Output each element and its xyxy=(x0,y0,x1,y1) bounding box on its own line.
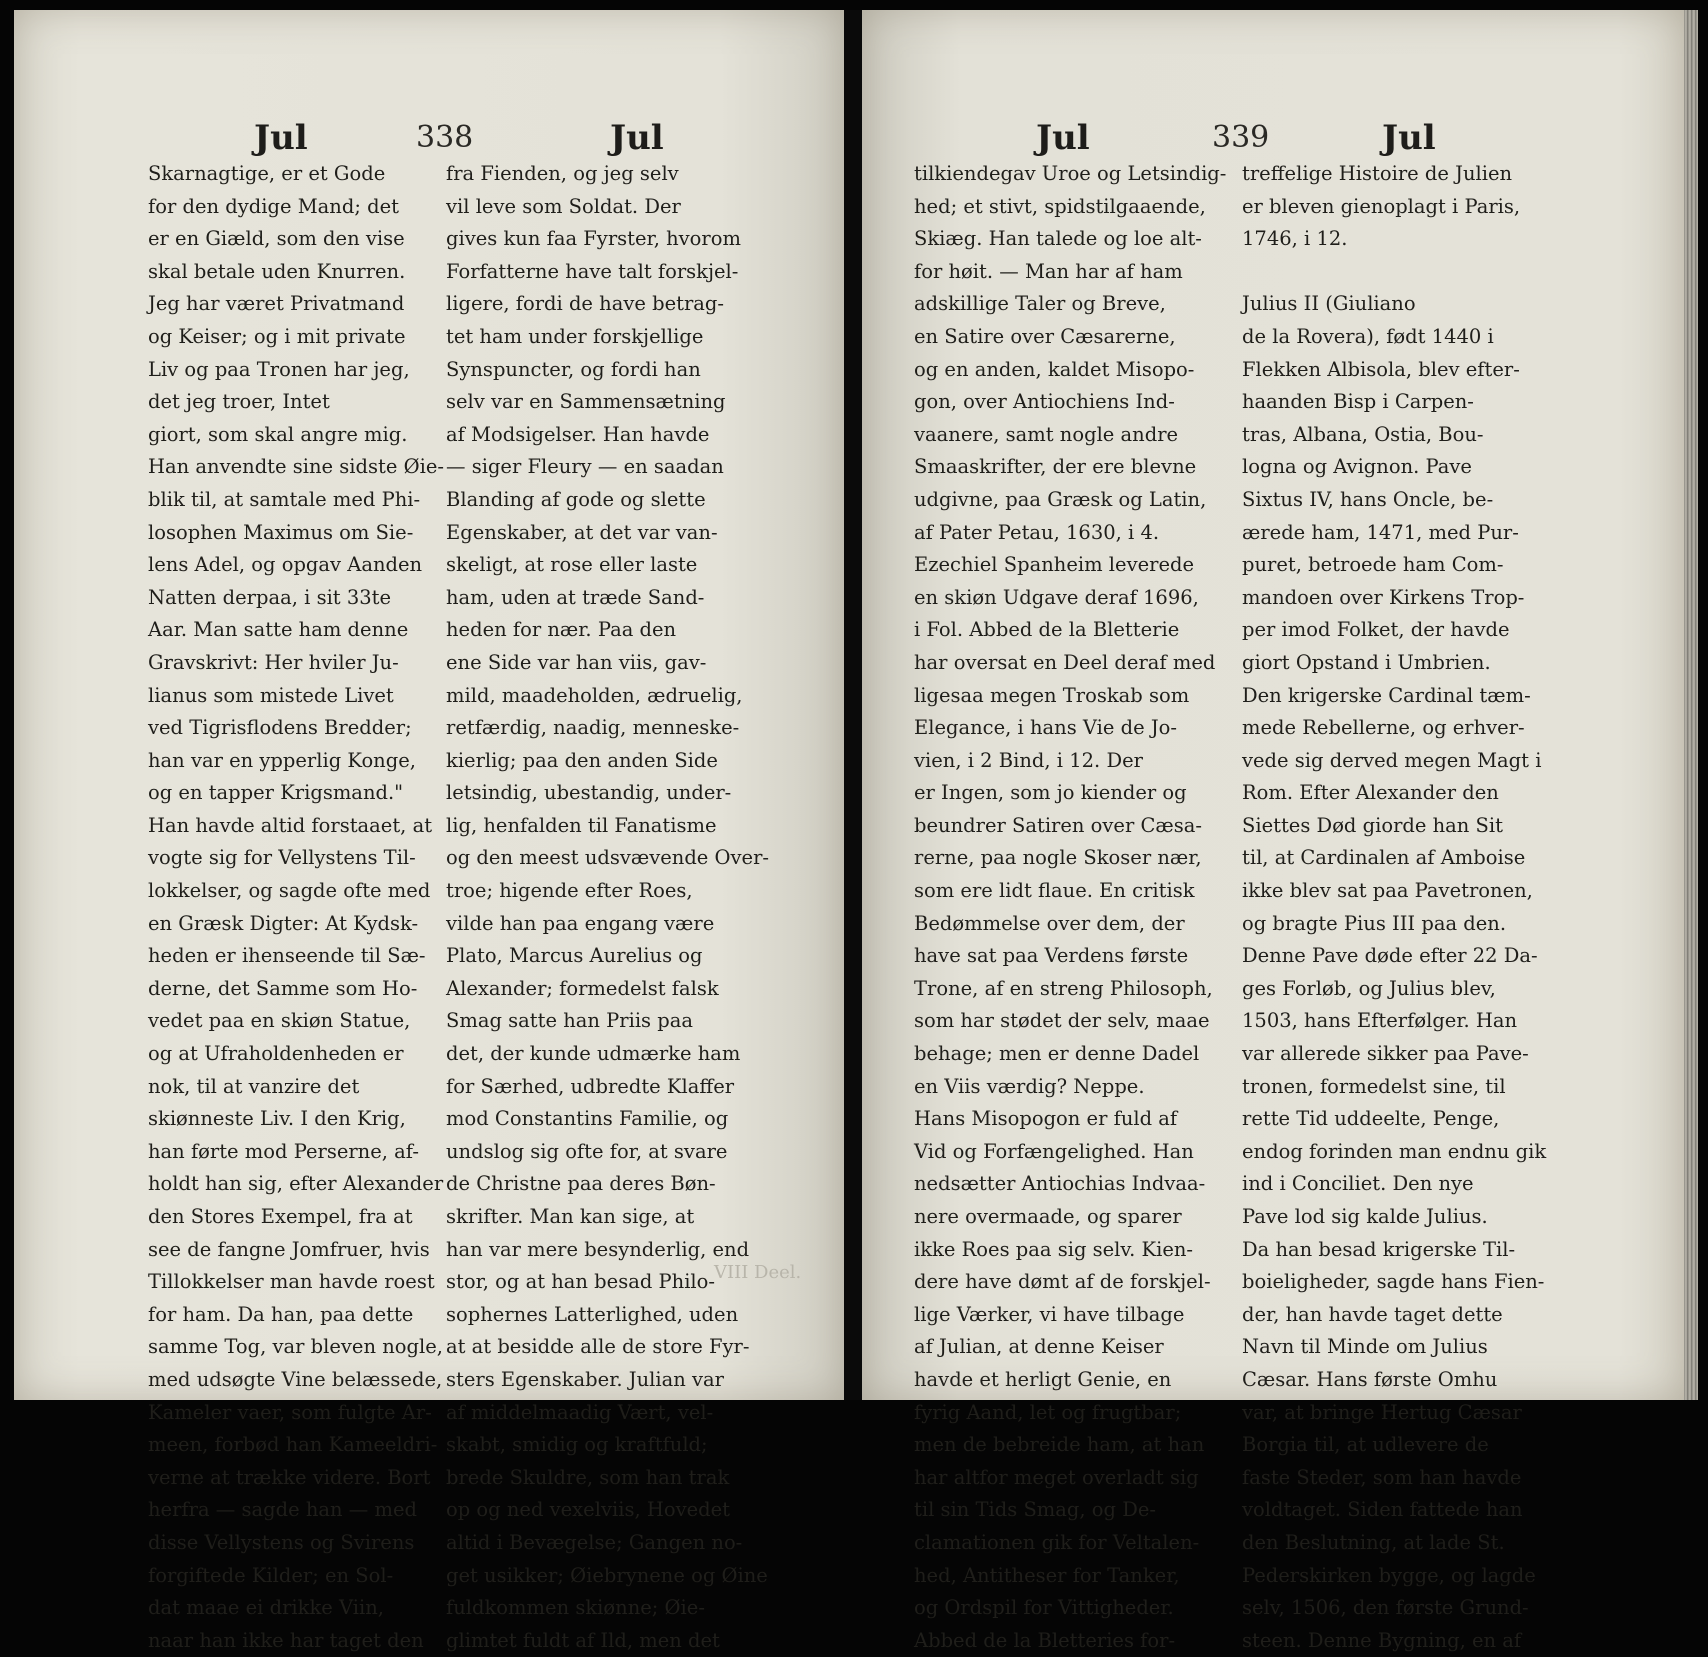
text-line: ligere, fordi de have betrag- xyxy=(446,292,724,316)
text-line: stor, og at han besad Philo- xyxy=(446,1270,716,1294)
text-line: selv var en Sammensætning xyxy=(446,390,726,414)
text-line: vogte sig for Vellystens Til- xyxy=(148,846,416,870)
text-line: per imod Folket, der havde xyxy=(1242,618,1510,642)
text-line: hed; et stivt, spidstilgaaende, xyxy=(914,194,1206,218)
text-line: Elegance, i hans Vie de Jo- xyxy=(914,716,1178,740)
text-line: den Stores Exempel, fra at xyxy=(148,1205,413,1228)
text-line: det jeg troer, Intet xyxy=(148,390,330,414)
text-line: retfærdig, naadig, menneske- xyxy=(446,716,740,740)
text-line: nedsætter Antiochias Indvaa- xyxy=(914,1172,1206,1196)
text-line: boieligheder, sagde hans Fien- xyxy=(1242,1270,1545,1294)
right-page xyxy=(862,10,1684,1652)
text-line: troe; higende efter Roes, xyxy=(446,879,693,903)
text-line: holdt han sig, efter Alexander xyxy=(148,1172,444,1196)
text-line: Gravskrivt: Her hviler Ju- xyxy=(148,650,399,674)
text-line: Sixtus IV, hans Oncle, be- xyxy=(1242,487,1494,511)
text-line: en skiøn Udgave deraf 1696, xyxy=(914,585,1199,609)
footer-signature: VIII Deel. xyxy=(714,1262,802,1283)
text-line: letsindig, ubestandig, under- xyxy=(446,781,732,805)
text-line: glimtet fuldt af Ild, men det xyxy=(446,1628,720,1652)
text-line: fuldkommen skiønne; Øie- xyxy=(446,1596,705,1620)
text-line: samme Tog, var bleven nogle, xyxy=(148,1335,443,1359)
text-line: og Keiser; og i mit private xyxy=(148,324,406,348)
text-line: voldtaget. Siden fattede han xyxy=(1242,1498,1523,1522)
text-line: der, han havde taget dette xyxy=(1242,1302,1503,1326)
text-line: gon, over Antiochiens Ind- xyxy=(914,390,1175,414)
running-head-right: Jul xyxy=(610,118,664,158)
text-line: brede Skuldre, som han trak xyxy=(446,1465,730,1489)
text-line: forgiftede Kilder; en Sol- xyxy=(148,1563,394,1587)
text-line: ges Forløb, og Julius blev, xyxy=(1242,976,1496,1000)
text-line: Plato, Marcus Aurelius og xyxy=(446,944,703,968)
text-line: heden for nær. Paa den xyxy=(446,618,677,642)
text-line: clamationen gik for Veltalen- xyxy=(914,1530,1200,1554)
text-line: en Satire over Cæsarerne, xyxy=(914,324,1176,348)
text-line: Pave lod sig kalde Julius. xyxy=(1242,1205,1488,1228)
text-line: endog forinden man endnu gik xyxy=(1242,1139,1547,1163)
text-line: giort Opstand i Umbrien. xyxy=(1242,650,1491,674)
text-line: behage; men er denne Dadel xyxy=(914,1042,1200,1066)
text-line: skiønneste Liv. I den Krig, xyxy=(148,1107,406,1131)
text-line: for den dydige Mand; det xyxy=(148,194,399,218)
text-line: Forfatterne have talt forskjel- xyxy=(446,259,739,283)
text-line: tras, Albana, Ostia, Bou- xyxy=(1242,422,1484,446)
text-line: steen. Denne Bygning, en af xyxy=(1242,1628,1522,1652)
text-line: er Ingen, som jo kiender og xyxy=(914,781,1187,805)
text-line: herfra — sagde han — med xyxy=(148,1498,417,1522)
text-line: faste Steder, som han havde xyxy=(1242,1465,1522,1489)
running-head-right: Jul xyxy=(1382,118,1436,158)
text-line: ligesaa megen Troskab som xyxy=(914,683,1190,707)
text-line: at at besidde alle de store Fyr- xyxy=(446,1335,750,1359)
running-head-left: Jul xyxy=(254,118,308,158)
text-line: logna og Avignon. Pave xyxy=(1242,455,1472,479)
text-line: Smaaskrifter, der ere blevne xyxy=(914,455,1197,479)
text-line: have sat paa Verdens første xyxy=(914,944,1189,968)
text-line: Skiæg. Han talede og loe alt- xyxy=(914,227,1202,251)
text-line: Liv og paa Tronen har jeg, xyxy=(148,357,410,381)
text-line: i Fol. Abbed de la Bletterie xyxy=(914,618,1180,642)
text-line: det, der kunde udmærke ham xyxy=(446,1042,741,1066)
text-column-left xyxy=(914,158,1226,1657)
text-line: kierlig; paa den anden Side xyxy=(446,748,718,772)
text-line: men de bebreide ham, at han xyxy=(914,1433,1205,1457)
text-line: og en tapper Krigsmand." xyxy=(148,781,404,805)
text-line: mandoen over Kirkens Trop- xyxy=(1242,585,1525,609)
text-line: blik til, at samtale med Phi- xyxy=(148,487,421,511)
text-line: ene Side var han viis, gav- xyxy=(446,650,707,674)
text-line: Ezechiel Spanheim leverede xyxy=(914,553,1195,577)
text-line: Denne Pave døde efter 22 Da- xyxy=(1242,944,1538,968)
text-line: vede sig derved megen Magt i xyxy=(1242,748,1542,772)
text-line: ham, uden at træde Sand- xyxy=(446,585,705,609)
text-line: mild, maadeholden, ædruelig, xyxy=(446,683,743,707)
text-line: skal betale uden Knurren. xyxy=(148,259,406,283)
text-line: altid i Bevægelse; Gangen no- xyxy=(446,1530,743,1554)
text-line: tronen, formedelst sine, til xyxy=(1242,1074,1506,1098)
text-line: Cæsar. Hans første Omhu xyxy=(1242,1367,1498,1391)
text-line: disse Vellystens og Svirens xyxy=(148,1530,415,1554)
book-gutter xyxy=(844,10,862,1400)
text-line: den Beslutning, at lade St. xyxy=(1242,1530,1505,1554)
text-line: — siger Fleury — en saadan xyxy=(446,455,724,479)
text-line: Rom. Efter Alexander den xyxy=(1242,781,1499,805)
text-line: mede Rebellerne, og erhver- xyxy=(1242,716,1525,740)
text-line: og den meest udsvævende Over- xyxy=(446,846,769,870)
text-line: Han anvendte sine sidste Øie- xyxy=(148,455,444,479)
text-line: dat maae ei drikke Viin, xyxy=(148,1596,384,1620)
text-line: ind i Conciliet. Den nye xyxy=(1242,1172,1474,1196)
text-line: havde et herligt Genie, en xyxy=(914,1367,1172,1391)
text-line: treffelige Histoire de Julien xyxy=(1242,162,1513,185)
text-column-right xyxy=(1242,158,1546,1657)
text-line: skrifter. Man kan sige, at xyxy=(446,1205,695,1228)
text-line: Tillokkelser man havde roest xyxy=(148,1270,435,1294)
text-line: de Christne paa deres Bøn- xyxy=(446,1172,716,1196)
text-line: en Viis værdig? Neppe. xyxy=(914,1074,1145,1098)
text-line: rette Tid uddeelte, Penge, xyxy=(1242,1107,1500,1131)
text-line: af middelmaadig Vært, vel- xyxy=(446,1400,714,1424)
text-line: som har stødet der selv, maae xyxy=(914,1009,1210,1033)
text-line: Da han besad krigerske Til- xyxy=(1242,1237,1516,1261)
text-line: han førte mod Perserne, af- xyxy=(148,1139,419,1163)
text-line: rerne, paa nogle Skoser nær, xyxy=(914,846,1202,870)
text-line: 1503, hans Efterfølger. Han xyxy=(1242,1009,1518,1033)
text-line: undslog sig ofte for, at svare xyxy=(446,1139,728,1163)
text-line: 1746, i 12. xyxy=(1242,227,1348,251)
text-line: mod Constantins Familie, og xyxy=(446,1107,729,1131)
text-line: og at Ufraholdenheden er xyxy=(148,1042,404,1066)
text-line: Flekken Albisola, blev efter- xyxy=(1242,357,1520,381)
page-edges xyxy=(1684,10,1698,1400)
text-line: vedet paa en skiøn Statue, xyxy=(148,1009,411,1033)
text-line: han var mere besynderlig, end xyxy=(446,1237,750,1261)
text-line: Siettes Død giorde han Sit xyxy=(1242,813,1503,837)
text-line: skabt, smidig og kraftfuld; xyxy=(446,1433,708,1457)
text-line: Den krigerske Cardinal tæm- xyxy=(1242,683,1531,707)
text-line: Natten derpaa, i sit 33te xyxy=(148,585,392,609)
text-line: som ere lidt flaue. En critisk xyxy=(914,879,1195,903)
text-line: er en Giæld, som den vise xyxy=(148,227,405,251)
text-line: sters Egenskaber. Julian var xyxy=(446,1367,724,1391)
text-line: Vid og Forfængelighed. Han xyxy=(914,1139,1194,1163)
text-line: Borgia til, at udlevere de xyxy=(1242,1433,1489,1457)
text-line: ikke blev sat paa Pavetronen, xyxy=(1242,879,1533,903)
text-line: Skarnagtige, er et Gode xyxy=(148,162,386,185)
text-line: for Særhed, udbredte Klaffer xyxy=(446,1074,735,1098)
text-line: giort, som skal angre mig. xyxy=(148,422,408,446)
text-line: heden er ihenseende til Sæ- xyxy=(148,944,426,968)
text-line: for ham. Da han, paa dette xyxy=(148,1302,414,1326)
text-line: vilde han paa engang være xyxy=(446,911,715,935)
text-line: af Julian, at denne Keiser xyxy=(914,1335,1164,1359)
text-line: adskillige Taler og Breve, xyxy=(914,292,1166,316)
text-line: haanden Bisp i Carpen- xyxy=(1242,390,1474,414)
text-line: naar han ikke har taget den xyxy=(148,1628,424,1652)
text-line: get usikker; Øiebrynene og Øine xyxy=(446,1563,768,1587)
text-line: Bedømmelse over dem, der xyxy=(914,911,1185,935)
text-line: udgivne, paa Græsk og Latin, xyxy=(914,487,1207,511)
text-line: Blanding af gode og slette xyxy=(446,487,706,511)
text-line: Kameler vaer, som fulgte Ar- xyxy=(148,1400,432,1424)
text-line: hed, Antitheser for Tanker, xyxy=(914,1563,1180,1587)
text-line: lens Adel, og opgav Aanden xyxy=(148,553,423,577)
text-line: med udsøgte Vine belæssede, xyxy=(148,1367,443,1391)
text-line: lianus som mistede Livet xyxy=(148,683,394,707)
text-line: lokkelser, og sagde ofte med xyxy=(148,879,431,903)
text-line xyxy=(1242,256,1546,289)
text-line: var, at bringe Hertug Cæsar xyxy=(1242,1400,1522,1424)
text-line: Aar. Man satte ham denne xyxy=(148,618,409,642)
text-line: vien, i 2 Bind, i 12. Der xyxy=(914,748,1143,772)
text-line: Navn til Minde om Julius xyxy=(1242,1335,1488,1359)
text-line: til sin Tids Smag, og De- xyxy=(914,1498,1156,1522)
text-line: selv, 1506, den første Grund- xyxy=(1242,1596,1529,1620)
text-line: nere overmaade, og sparer xyxy=(914,1205,1182,1228)
text-line: han var en ypperlig Konge, xyxy=(148,748,416,772)
text-line: ærede ham, 1471, med Pur- xyxy=(1242,520,1519,544)
text-line: sophernes Latterlighed, uden xyxy=(446,1302,739,1326)
text-line: Trone, af en streng Philosoph, xyxy=(914,976,1213,1000)
text-line: og Ordspil for Vittigheder. xyxy=(914,1596,1174,1620)
page-number: 339 xyxy=(1212,120,1270,155)
text-line: lige Værker, vi have tilbage xyxy=(914,1302,1185,1326)
text-line: og bragte Pius III paa den. xyxy=(1242,911,1507,935)
text-line: af Pater Petau, 1630, i 4. xyxy=(914,520,1160,544)
text-line: op og ned vexelviis, Hovedet xyxy=(446,1498,731,1522)
text-line: meen, forbød han Kameeldri- xyxy=(148,1433,438,1457)
text-line: skeligt, at rose eller laste xyxy=(446,553,698,577)
running-head-left: Jul xyxy=(1036,118,1090,158)
text-line: tet ham under forskjellige xyxy=(446,324,704,348)
text-line: Julius II (Giuliano xyxy=(1242,292,1416,316)
text-line: til, at Cardinalen af Amboise xyxy=(1242,846,1526,870)
text-line: en Græsk Digter: At Kydsk- xyxy=(148,911,419,935)
text-line: var allerede sikker paa Pave- xyxy=(1242,1042,1529,1066)
text-line: vaanere, samt nogle andre xyxy=(914,422,1179,446)
text-line: ved Tigrisflodens Bredder; xyxy=(148,716,412,740)
page-number: 338 xyxy=(416,120,474,155)
text-line: lig, henfalden til Fanatisme xyxy=(446,813,717,837)
text-line: vil leve som Soldat. Der xyxy=(446,194,681,218)
text-line: nok, til at vanzire det xyxy=(148,1074,360,1098)
text-column-left xyxy=(148,158,444,1657)
text-line: Synspuncter, og fordi han xyxy=(446,357,701,381)
text-column-right xyxy=(446,158,769,1657)
text-line: derne, det Samme som Ho- xyxy=(148,976,418,1000)
text-line: fra Fienden, og jeg selv xyxy=(446,162,679,185)
text-line: Smag satte han Priis paa xyxy=(446,1009,693,1033)
text-line: af Modsigelser. Han havde xyxy=(446,422,710,446)
text-line: for høit. — Man har af ham xyxy=(914,259,1183,283)
text-line: see de fangne Jomfruer, hvis xyxy=(148,1237,430,1261)
text-line: Han havde altid forstaaet, at xyxy=(148,813,433,837)
text-line: ikke Roes paa sig selv. Kien- xyxy=(914,1237,1194,1261)
text-line: Alexander; formedelst falsk xyxy=(446,976,719,1000)
text-line: er bleven gienoplagt i Paris, xyxy=(1242,194,1521,218)
text-line: losophen Maximus om Sie- xyxy=(148,520,414,544)
text-line: verne at trække videre. Bort xyxy=(148,1465,431,1489)
text-line: gives kun faa Fyrster, hvorom xyxy=(446,227,741,251)
text-line: de la Rovera), født 1440 i xyxy=(1242,324,1494,348)
text-line: og en anden, kaldet Misopo- xyxy=(914,357,1195,381)
text-line: fyrig Aand, let og frugtbar; xyxy=(914,1400,1182,1424)
text-line: beundrer Satiren over Cæsa- xyxy=(914,813,1202,837)
text-line: Abbed de la Bletteries for- xyxy=(914,1628,1176,1652)
text-line: puret, betroede ham Com- xyxy=(1242,553,1504,577)
text-line: Hans Misopogon er fuld af xyxy=(914,1107,1178,1131)
text-line: Pederskirken bygge, og lagde xyxy=(1242,1563,1536,1587)
text-line: har altfor meget overladt sig xyxy=(914,1465,1199,1489)
left-page xyxy=(14,10,844,1652)
text-line: Egenskaber, at det var van- xyxy=(446,520,718,544)
text-line: har oversat en Deel deraf med xyxy=(914,650,1216,674)
text-line: dere have dømt af de forskjel- xyxy=(914,1270,1211,1294)
text-line: tilkiendegav Uroe og Letsindig- xyxy=(914,162,1227,185)
text-line: Jeg har været Privatmand xyxy=(148,292,405,316)
